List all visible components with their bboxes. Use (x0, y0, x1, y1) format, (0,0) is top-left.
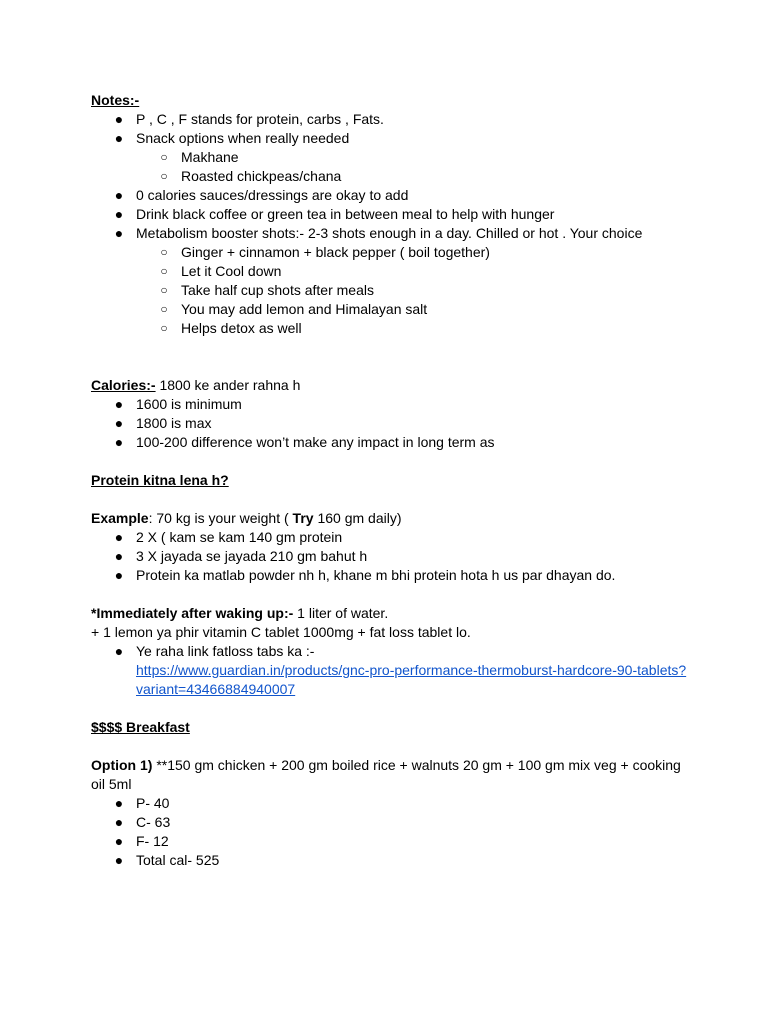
spacer (91, 452, 691, 471)
bullet-icon: ● (114, 529, 124, 545)
list-item-text: Protein ka matlab powder nh h, khane m bhi protein hota h us par dhayan do. (136, 567, 616, 583)
list-item (91, 528, 691, 547)
bullet-icon: ● (114, 187, 124, 203)
list-item (91, 110, 691, 129)
spacer (91, 737, 691, 756)
calories-heading: Calories:- (91, 377, 156, 393)
bullet-icon: ● (114, 206, 124, 222)
bullet-icon: ● (114, 130, 124, 146)
bullet-icon: ● (114, 795, 124, 811)
booster-steps-list (136, 243, 691, 338)
hollow-bullet-icon: ○ (160, 245, 168, 259)
list-item-text: P , C , F stands for protein, carbs , Fats. (136, 111, 384, 127)
list-item (91, 395, 691, 414)
calories-list (91, 395, 691, 452)
list-item (91, 243, 691, 262)
list-item (91, 813, 691, 832)
list-item-text: 3 X jayada se jayada 210 gm bahut h (136, 548, 368, 564)
spacer (91, 699, 691, 718)
bullet-icon: ● (114, 833, 124, 849)
waking-line-2: + 1 lemon ya phir vitamin C tablet 1000mg + fat loss tablet lo. (91, 624, 471, 640)
list-item (91, 224, 691, 338)
bullet-icon: ● (114, 852, 124, 868)
list-item-text: 1600 is minimum (136, 396, 242, 412)
hollow-bullet-icon: ○ (160, 150, 168, 164)
bullet-icon: ● (114, 567, 124, 583)
list-item-text: 100-200 difference won’t make any impact in long term as (136, 434, 495, 450)
list-item-text: Snack options when really needed (136, 130, 350, 146)
option-text: **150 gm chicken + 200 gm boiled rice + walnuts 20 gm + 100 gm mix veg + cooking oil 5ml (91, 757, 681, 792)
example-label: Example (91, 510, 149, 526)
protein-heading: Protein kitna lena h? (91, 472, 229, 488)
spacer (91, 585, 691, 604)
bullet-icon: ● (114, 548, 124, 564)
bullet-icon: ● (114, 415, 124, 431)
list-item-text: 0 calories sauces/dressings are okay to add (136, 187, 409, 203)
list-item (91, 167, 691, 186)
list-item (91, 148, 691, 167)
document-page (91, 91, 691, 870)
list-item-text: Helps detox as well (181, 320, 302, 336)
list-item-text: Ye raha link fatloss tabs ka :- (136, 643, 315, 659)
breakfast-heading-line (91, 718, 691, 737)
list-item-text: You may add lemon and Himalayan salt (181, 301, 428, 317)
list-item (91, 547, 691, 566)
calories-line (91, 376, 691, 395)
list-item-text: Metabolism booster shots:- 2-3 shots enough in a day. Chilled or hot . Your choice (136, 225, 643, 241)
list-item-text: 2 X ( kam se kam 140 gm protein (136, 529, 343, 545)
bullet-icon: ● (114, 396, 124, 412)
option-label: Option 1) (91, 757, 153, 773)
list-item (91, 642, 691, 699)
snack-options-list (136, 148, 691, 186)
macros-list (91, 794, 691, 870)
list-item-text: Take half cup shots after meals (181, 282, 374, 298)
waking-label: *Immediately after waking up:- (91, 605, 294, 621)
protein-list (91, 528, 691, 585)
list-item (91, 851, 691, 870)
waking-list (91, 642, 691, 699)
list-item-text: F- 12 (136, 833, 169, 849)
bullet-icon: ● (114, 434, 124, 450)
example-try: Try (292, 510, 314, 526)
list-item-text: C- 63 (136, 814, 171, 830)
list-item (91, 566, 691, 585)
option-line (91, 756, 691, 794)
list-item (91, 319, 691, 338)
bullet-icon: ● (114, 225, 124, 241)
breakfast-heading: $$$$ Breakfast (91, 719, 190, 735)
list-item-text: 1800 is max (136, 415, 212, 431)
list-item-text: Drink black coffee or green tea in between meal to help with hunger (136, 206, 555, 222)
hollow-bullet-icon: ○ (160, 169, 168, 183)
list-item (91, 832, 691, 851)
bullet-icon: ● (114, 111, 124, 127)
spacer (91, 490, 691, 509)
list-item (91, 281, 691, 300)
list-item (91, 433, 691, 452)
list-item (91, 205, 691, 224)
protein-heading-line (91, 471, 691, 490)
spacer (91, 338, 691, 376)
notes-heading-line (91, 91, 691, 110)
list-item-text: P- 40 (136, 795, 170, 811)
waking-text: 1 liter of water. (293, 605, 389, 621)
hollow-bullet-icon: ○ (160, 283, 168, 297)
list-item-text: Roasted chickpeas/chana (181, 168, 342, 184)
example-text: : 70 kg is your weight ( (148, 510, 293, 526)
list-item (91, 262, 691, 281)
list-item-text: Makhane (181, 149, 239, 165)
waking-line (91, 604, 691, 623)
list-item (91, 300, 691, 319)
list-item (91, 129, 691, 186)
notes-list (91, 110, 691, 338)
calories-text: 1800 ke ander rahna h (155, 377, 301, 393)
list-item-text: Total cal- 525 (136, 852, 220, 868)
bullet-icon: ● (114, 643, 124, 659)
hollow-bullet-icon: ○ (160, 321, 168, 335)
example-line (91, 509, 691, 528)
list-item (91, 186, 691, 205)
hollow-bullet-icon: ○ (160, 302, 168, 316)
example-text-end: 160 gm daily) (313, 510, 402, 526)
fatloss-tablets-link[interactable]: https://www.guardian.in/products/gnc-pro-performance-thermoburst-hardcore-90-tablets?variant=43466884940007 (136, 662, 687, 697)
list-item (91, 414, 691, 433)
bullet-icon: ● (114, 814, 124, 830)
hollow-bullet-icon: ○ (160, 264, 168, 278)
list-item-text: Let it Cool down (181, 263, 282, 279)
list-item-text: Ginger + cinnamon + black pepper ( boil together) (181, 244, 490, 260)
list-item (91, 794, 691, 813)
notes-heading: Notes:- (91, 92, 140, 108)
